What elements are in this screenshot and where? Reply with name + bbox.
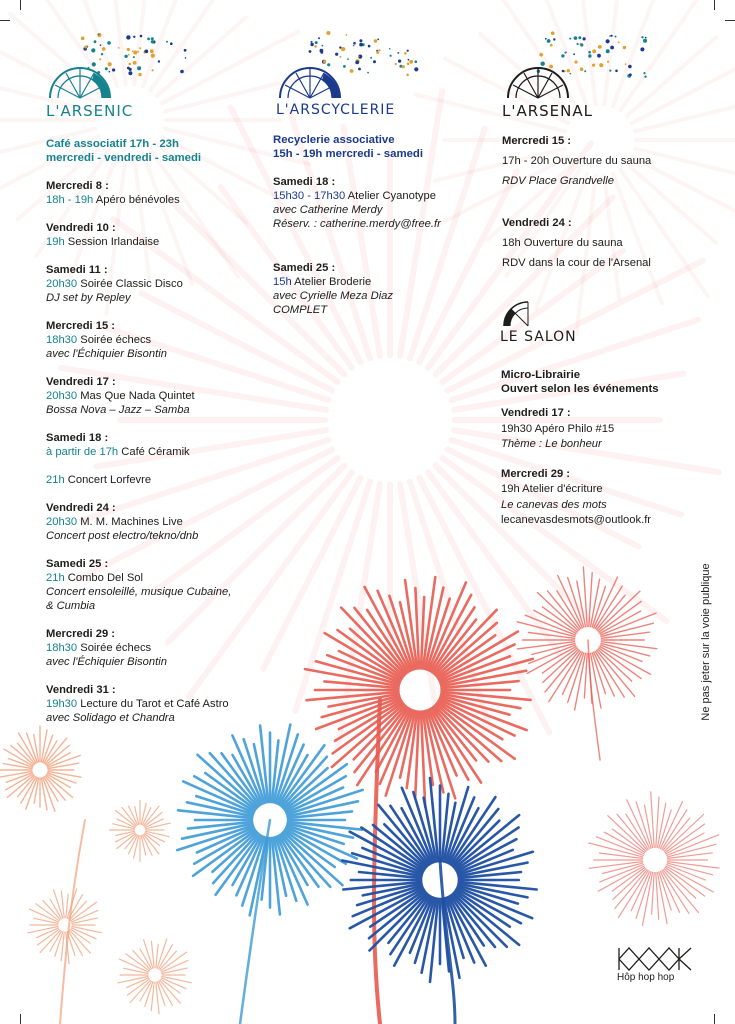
event-day: Mercredi 15 : (46, 320, 116, 332)
firework-peach (28, 889, 101, 964)
event-contact-email: lecanevasdesmots@outlook.fr (501, 514, 652, 526)
event-title: 17h - 20h Ouverture du sauna (502, 155, 652, 167)
event-line (46, 389, 261, 403)
event-title: Atelier Cyanotype (345, 190, 436, 202)
salon-logo (500, 298, 590, 348)
event-day: Vendredi 24 : (502, 217, 572, 229)
event-line (273, 275, 488, 289)
event-title: 18h Ouverture du sauna (502, 237, 623, 249)
event-time: 15h30 - 17h30 (273, 190, 346, 202)
arsenic-event (46, 431, 261, 459)
arsenal-program (502, 133, 717, 285)
event-time: 20h30 (46, 390, 78, 402)
salon-header (501, 368, 716, 396)
event-time: 19h30 (46, 698, 78, 710)
event-day: Samedi 11 : (46, 264, 108, 276)
brand-label: Hôp hop hop (617, 972, 675, 983)
event-title: Lecture du Tarot et Café Astro (77, 698, 229, 710)
crop-mark (714, 1014, 715, 1024)
event-detail: Concert ensoleillé, musique Cubaine, (46, 586, 232, 598)
arsenic-event (46, 375, 261, 417)
firework-peach (118, 939, 191, 1014)
event-day: Vendredi 17 : (501, 407, 571, 419)
event-detail: avec Catherine Merdy (273, 204, 383, 216)
event-line (46, 515, 261, 529)
event-line (46, 193, 261, 207)
event-day: Mercredi 8 : (46, 180, 109, 192)
firework-small-red (589, 792, 719, 925)
event-line (46, 333, 261, 347)
event-status: COMPLET (273, 304, 328, 316)
event-title: Café Céramik (118, 446, 190, 458)
event-line (46, 277, 261, 291)
event-detail: avec Solidago et Chandra (46, 712, 175, 724)
firework-navy (342, 778, 537, 982)
event-reservation: Réserv. : catherine.merdy@free.fr (273, 218, 441, 230)
event-time: 15h (273, 276, 292, 288)
event-time: 20h30 (46, 278, 78, 290)
event-time: 19h (46, 236, 65, 248)
salon-event (501, 406, 716, 453)
crop-mark (0, 20, 10, 21)
event-title: Apéro bénévoles (93, 194, 180, 206)
event-line (46, 641, 261, 655)
event-title: Soirée échecs (77, 334, 152, 346)
arscyclerie-program (273, 133, 488, 331)
event-day: Mercredi 29 : (501, 467, 571, 480)
arscyclerie-header (273, 133, 488, 161)
event-time: 18h30 (46, 334, 78, 346)
event-title: Soirée Classic Disco (77, 278, 183, 290)
event-detail: Le canevas des mots (501, 498, 607, 511)
arscyclerie-logo-name: L'ARSCYCLERIE (276, 102, 396, 118)
event-title: Session Irlandaise (64, 236, 160, 248)
event-detail: avec Cyrielle Meza Diaz (273, 290, 393, 302)
arsenal-event (502, 133, 717, 189)
event-title: Atelier Broderie (291, 276, 372, 288)
hop-hop-hop-logo-icon (617, 946, 695, 972)
event-detail: Concert post electro/tekno/dnb (46, 530, 199, 542)
arsenal-logo (498, 28, 658, 124)
arscyclerie-event (273, 261, 488, 317)
event-line (273, 189, 488, 203)
event-day: Vendredi 10 : (46, 222, 116, 234)
arsenic-program (46, 137, 261, 739)
salon-emblem-icon (500, 298, 540, 328)
arsenic-logo-name: L'ARSENIC (46, 102, 134, 120)
salon-header-hours: Ouvert selon les événements (501, 383, 659, 395)
arscyclerie-header-hours: 15h - 19h mercredi - samedi (273, 148, 424, 160)
event-location: RDV dans la cour de l'Arsenal (502, 257, 651, 269)
event-title: Concert Lorfevre (64, 474, 152, 486)
salon-logo-name: LE SALON (500, 329, 577, 345)
arsenal-logo-name: L'ARSENAL (502, 102, 594, 120)
event-detail: & Cumbia (46, 600, 96, 612)
event-day: Samedi 18 : (273, 176, 336, 188)
event-day: Mercredi 29 : (46, 628, 116, 640)
event-title: 19h30 Apéro Philo #15 (501, 422, 615, 435)
arsenic-header-days: mercredi - vendredi - samedi (46, 152, 202, 164)
arscyclerie-header-type: Recyclerie associative (273, 134, 395, 146)
event-detail: DJ set by Repley (46, 292, 131, 304)
event-title: 19h Atelier d'écriture (501, 483, 603, 495)
salon-event (501, 467, 716, 529)
arsenic-event (46, 627, 261, 669)
arsenic-logo (40, 28, 200, 124)
crop-mark (20, 0, 21, 10)
event-time: 18h - 19h (46, 194, 94, 206)
arsenic-event (46, 221, 261, 249)
event-day: Vendredi 31 : (46, 684, 116, 696)
event-day: Samedi 25 : (273, 262, 336, 274)
event-detail: avec l'Échiquier Bisontin (46, 348, 167, 360)
event-line (46, 571, 261, 585)
arsenic-event (46, 683, 261, 725)
event-line (46, 235, 261, 249)
arsenic-event (46, 263, 261, 305)
event-title: M. M. Machines Live (77, 516, 183, 528)
arsenic-header-hours: Café associatif 17h - 23h (46, 138, 179, 150)
event-day: Vendredi 24 : (46, 502, 116, 514)
salon-header-type: Micro-Librairie (501, 369, 581, 381)
arsenic-event (46, 501, 261, 543)
arscyclerie-logo (270, 28, 430, 124)
arsenic-event (46, 319, 261, 361)
firework-orange (517, 567, 657, 710)
event-day: Vendredi 17 : (46, 376, 116, 388)
crop-mark (714, 0, 715, 10)
arsenic-header (46, 137, 261, 165)
event-line (46, 697, 261, 711)
arsenic-event (46, 179, 261, 207)
event-line (46, 473, 261, 487)
event-time: à partir de 17h (46, 446, 119, 458)
arsenic-event (46, 557, 261, 613)
event-time: 20h30 (46, 516, 78, 528)
event-location: RDV Place Grandvelle (502, 175, 614, 187)
event-title: Combo Del Sol (64, 572, 144, 584)
event-theme: Thème : Le bonheur (501, 438, 602, 450)
event-day: Samedi 25 : (46, 558, 109, 570)
crop-mark (20, 1014, 21, 1024)
event-day: Mercredi 15 : (502, 135, 572, 147)
event-detail: avec l'Échiquier Bisontin (46, 656, 167, 668)
salon-program (501, 368, 716, 543)
event-time: 18h30 (46, 642, 78, 654)
arsenic-event (46, 473, 261, 487)
event-time: 21h (46, 474, 65, 486)
event-line (46, 445, 261, 459)
event-detail: Bossa Nova – Jazz – Samba (46, 404, 190, 416)
arsenal-event (502, 215, 717, 271)
arscyclerie-event (273, 175, 488, 231)
event-day: Samedi 18 : (46, 432, 109, 444)
vertical-note: Ne pas jeter sur la voie publique (700, 563, 712, 721)
crop-mark (725, 20, 735, 21)
event-time: 21h (46, 572, 65, 584)
firework-peach (110, 800, 171, 861)
event-title: Soirée échecs (77, 642, 152, 654)
event-title: Mas Que Nada Quintet (77, 390, 195, 402)
